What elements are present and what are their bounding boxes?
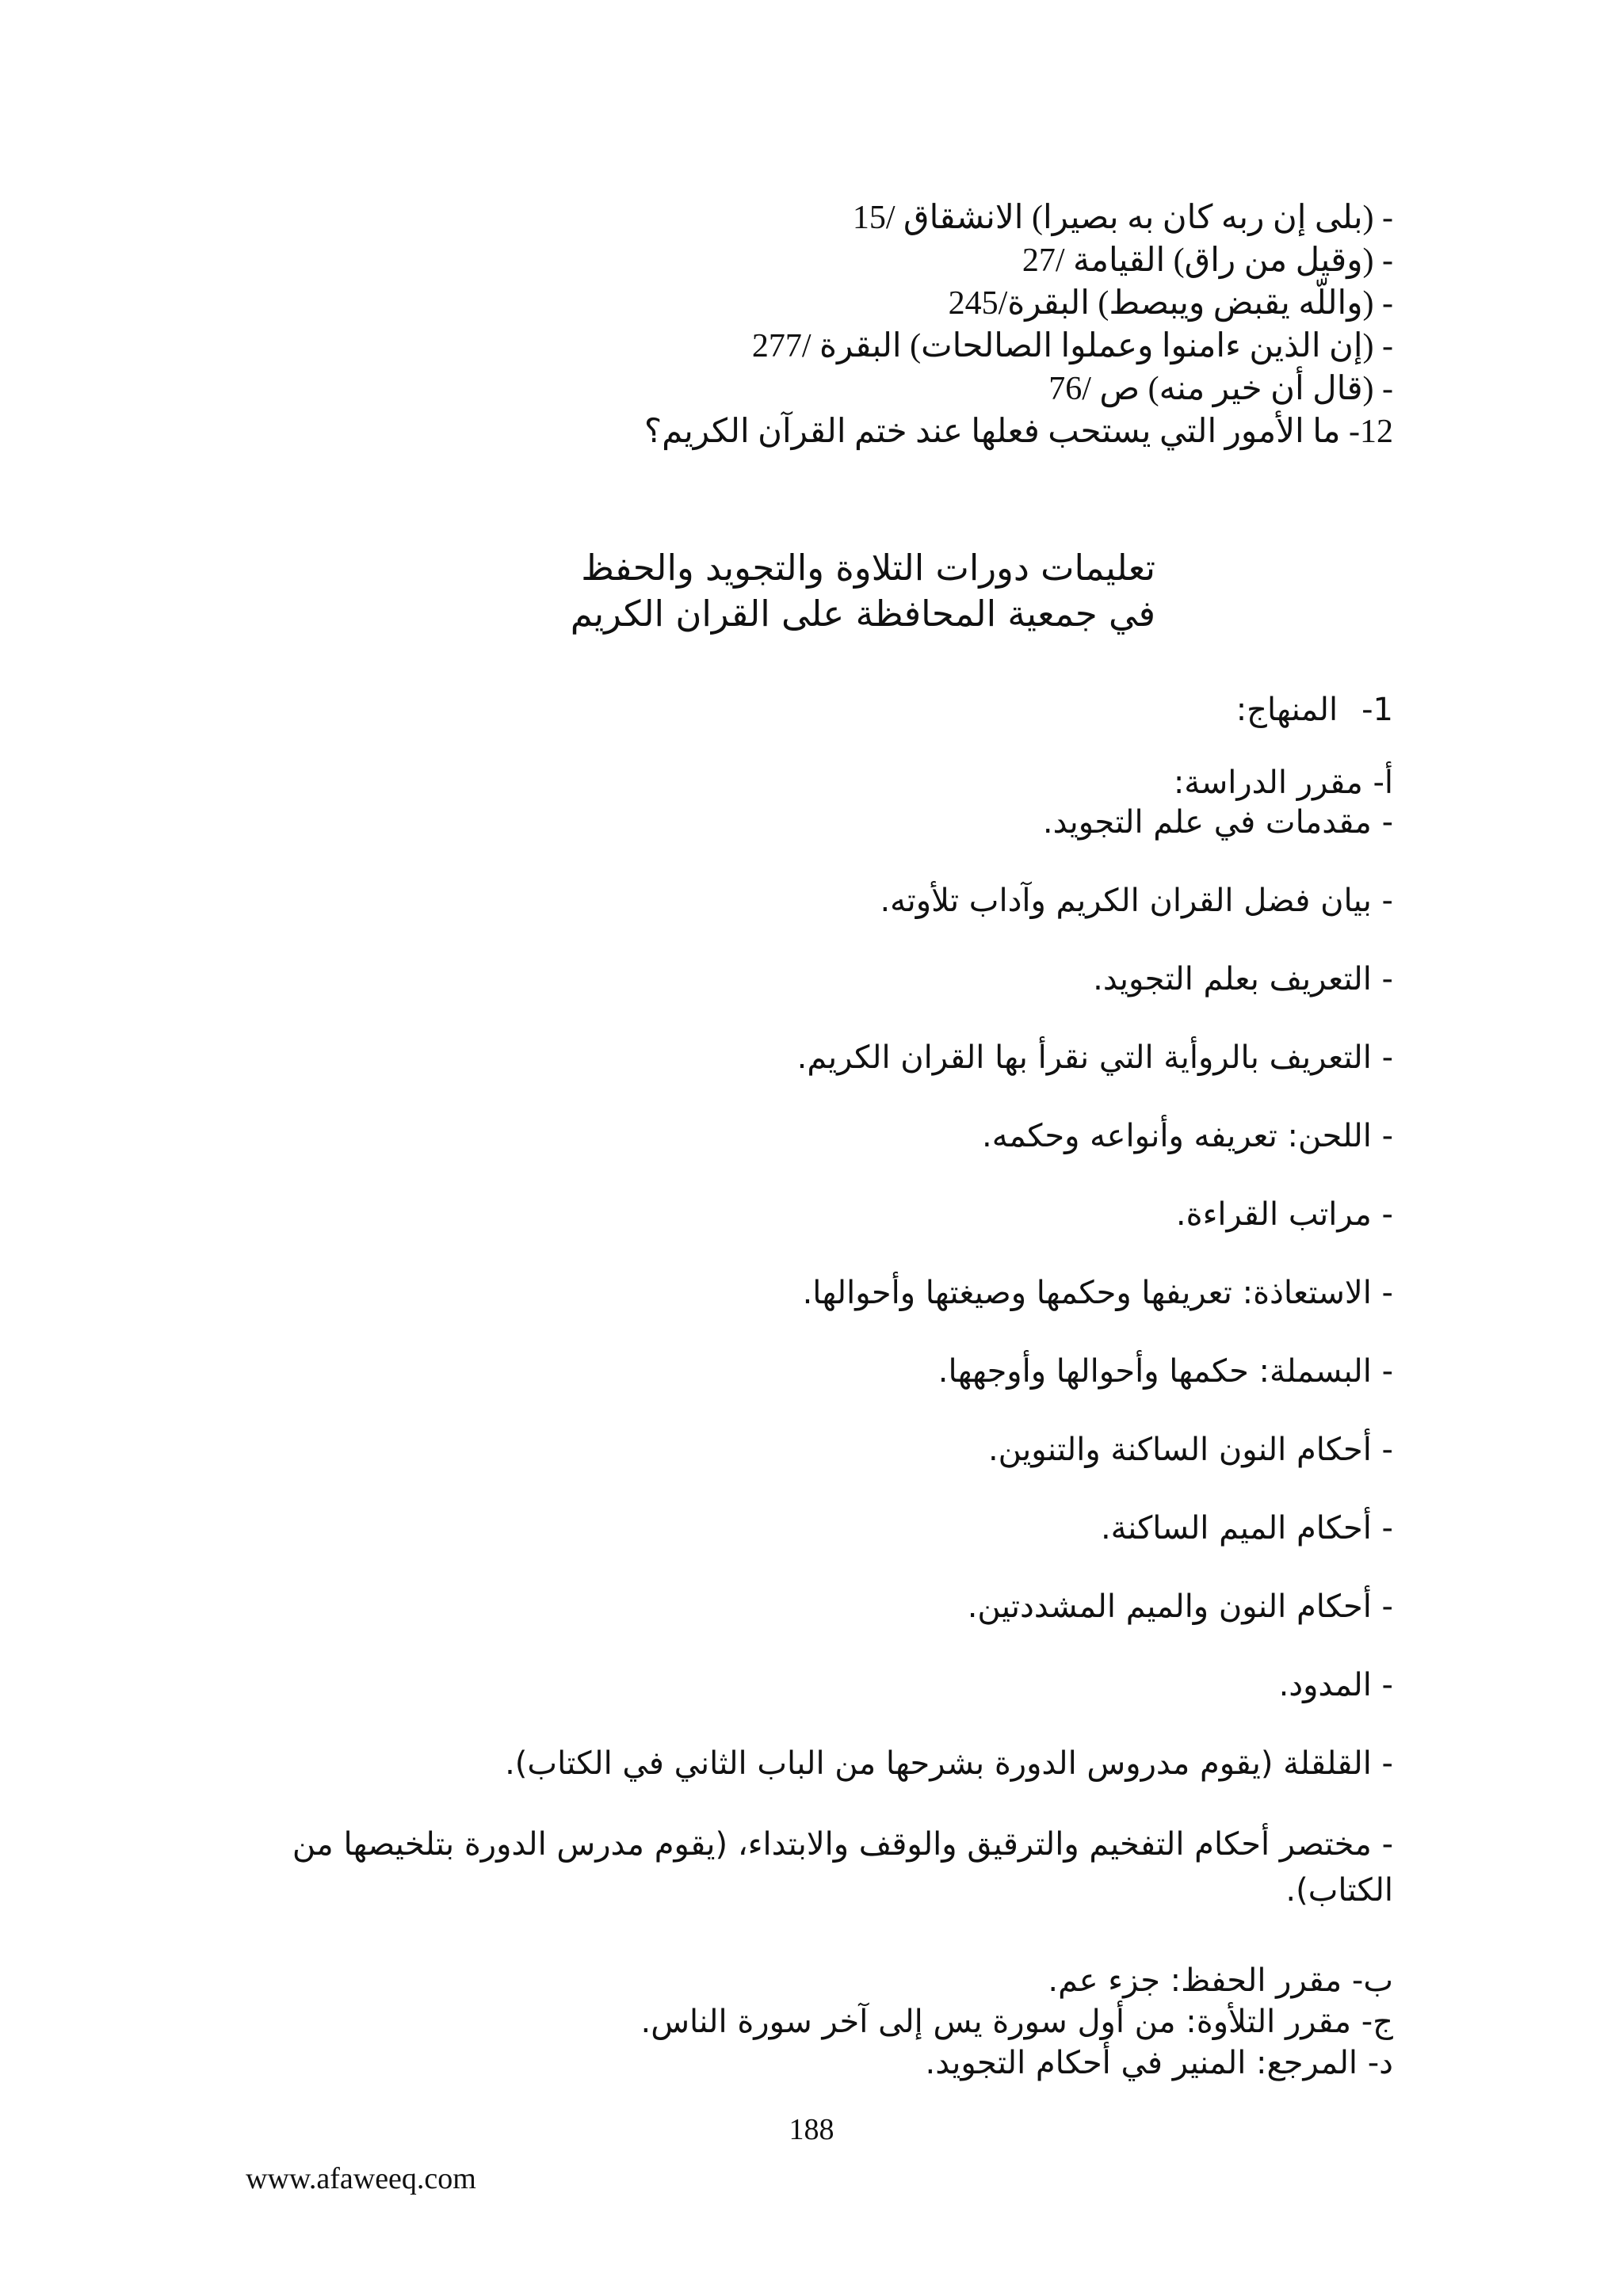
list-item: - المدود. bbox=[1278, 1667, 1393, 1703]
list-item: - التعريف بالروأية التي نقرأ بها القران الكريم. bbox=[796, 1039, 1393, 1076]
list-item: - البسملة: حكمها وأحوالها وأوجهها. bbox=[938, 1353, 1393, 1390]
list-item: - التعريف بعلم التجويد. bbox=[1093, 961, 1393, 997]
recitation-line: ج- مقرر التلأوة: من أول سورة يس إلى آخر سورة الناس. bbox=[640, 2004, 1393, 2040]
website-footer: www.afaweeq.com bbox=[246, 2162, 476, 2195]
page-number: 188 bbox=[789, 2113, 834, 2146]
memorization-line: ب- مقرر الحفظ: جزء عم. bbox=[1048, 1962, 1393, 1999]
section-title bbox=[204, 545, 1155, 637]
reference-list bbox=[236, 196, 1393, 453]
study-items-list bbox=[236, 802, 1393, 1951]
title-line-2: في جمعية المحافظة على القران الكريم bbox=[570, 593, 1155, 635]
title-line-1: تعليمات دورات التلاوة والتجويد والحفظ bbox=[581, 547, 1155, 589]
reference-line: - (إن الذين ءامنوا وعملوا الصالحات) البقرة /277 bbox=[751, 328, 1393, 364]
curriculum-heading bbox=[236, 688, 1393, 732]
list-item: - اللحن: تعريفه وأنواعه وحكمه. bbox=[982, 1118, 1393, 1154]
reference-book-line: د- المرجع: المنير في أحكام التجويد. bbox=[925, 2045, 1393, 2081]
reference-line: - (بلى إن ربه كان به بصيرا) الانشقاق /15 bbox=[852, 200, 1393, 236]
question-line: 12- ما الأمور التي يستحب فعلها عند ختم القرآن الكريم؟ bbox=[643, 414, 1393, 450]
list-item: - مختصر أحكام التفخيم والترقيق والوقف والابتداء، (يقوم مدرس الدورة بتلخيصها من الكتاب). bbox=[292, 1826, 1393, 1909]
heading-number: 1- bbox=[1361, 692, 1393, 728]
reference-line: - (قال أن خير منه) ص /76 bbox=[1048, 371, 1393, 407]
list-item: - القلقلة (يقوم مدروس الدورة بشرحها من الباب الثاني في الكتاب). bbox=[505, 1745, 1393, 1782]
curriculum-tail bbox=[236, 1960, 1393, 2084]
reference-line: - (واللّه يقبض ويبصط) البقرة/245 bbox=[948, 285, 1393, 322]
reference-line: - (وقيل من راق) القيامة /27 bbox=[1022, 242, 1393, 279]
list-item: - بيان فضل القران الكريم وآداب تلأوته. bbox=[880, 883, 1393, 919]
list-item: - الاستعاذة: تعريفها وحكمها وصيغتها وأحوالها. bbox=[802, 1275, 1393, 1311]
list-item: - أحكام الميم الساكنة. bbox=[1100, 1510, 1393, 1547]
heading-label: المنهاج: bbox=[1235, 692, 1338, 728]
list-item: - أحكام النون الساكنة والتنوين. bbox=[987, 1432, 1393, 1468]
list-item: - أحكام النون والميم المشددتين. bbox=[967, 1589, 1393, 1625]
list-item: - مقدمات في علم التجويد. bbox=[1042, 804, 1393, 841]
subsection-a-heading: أ- مقرر الدراسة: bbox=[1173, 765, 1393, 801]
list-item: - مراتب القراءة. bbox=[1175, 1196, 1393, 1233]
